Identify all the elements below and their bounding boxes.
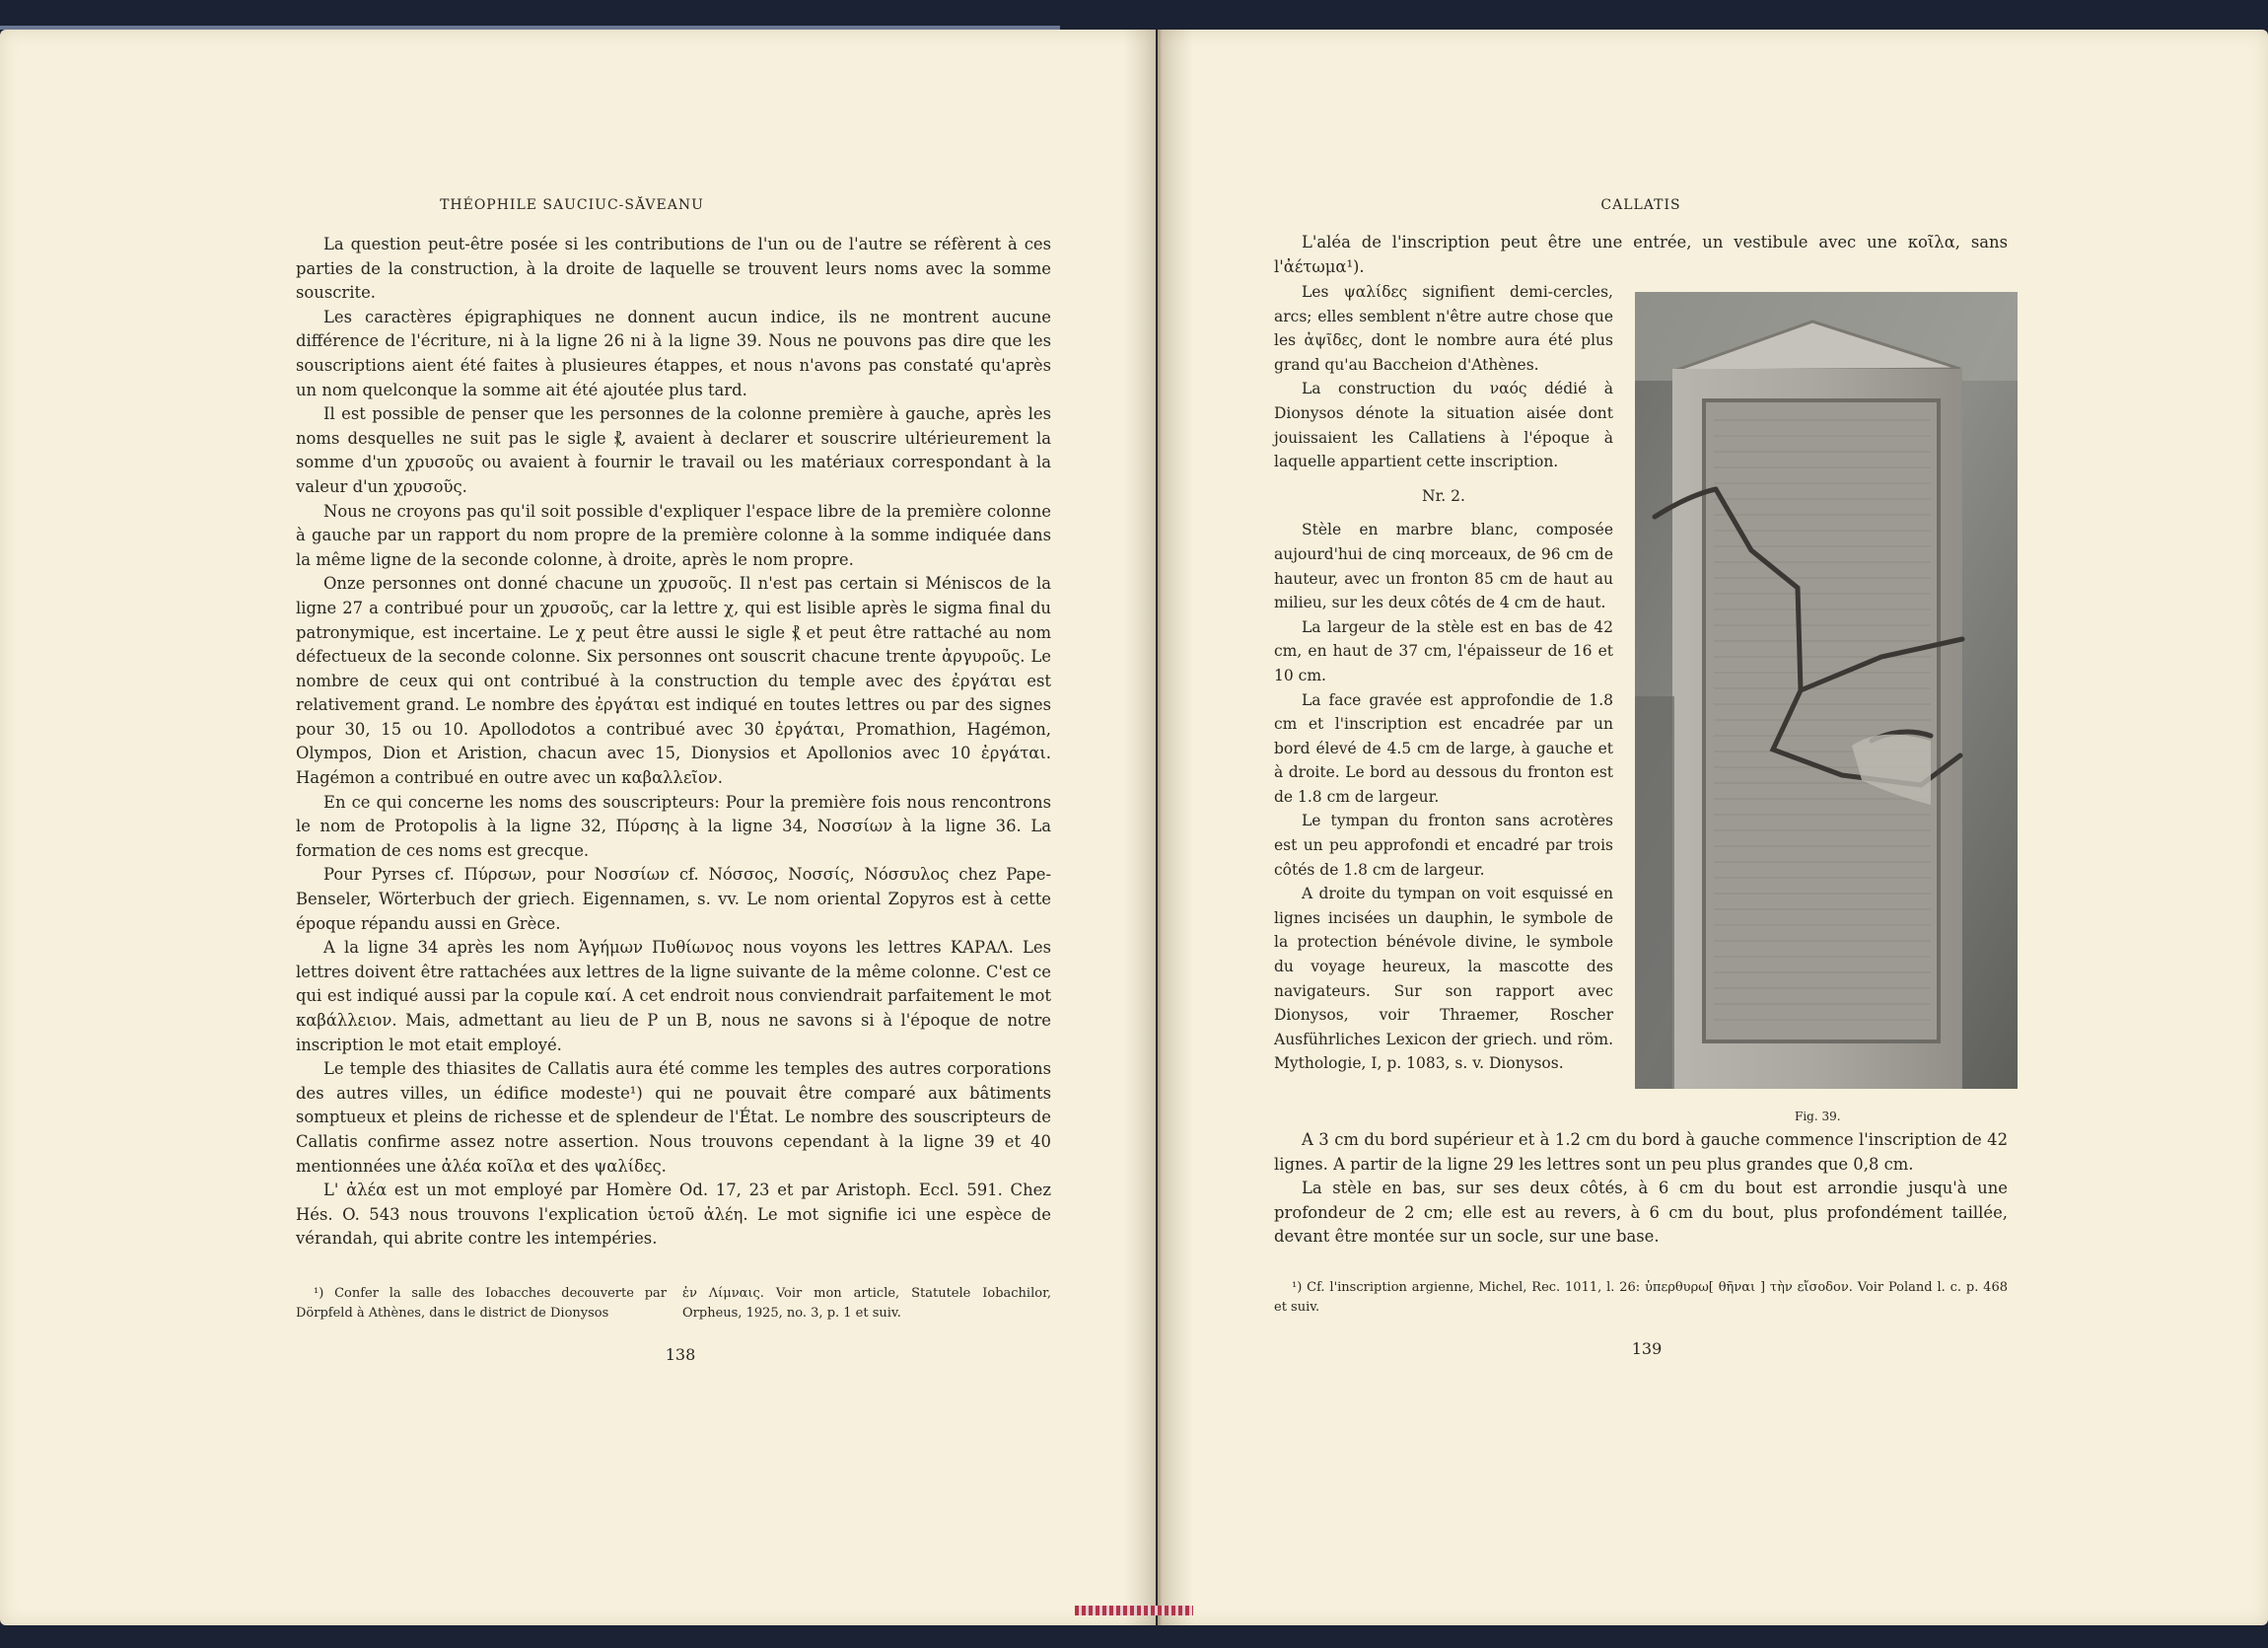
footnote: ¹) Confer la salle des Iobacches decouverte par Dörpfeld à Athènes, dans le district de Dionysos	[296, 1286, 667, 1321]
paragraph: Stèle en marbre blanc, composée aujourd'hui de cinq morceaux, de 96 cm de hauteur, avec un fronton 85 cm de haut au milieu, sur les deux côtés de 4 cm de haut.	[1274, 521, 1613, 612]
right-bottom-text	[1274, 1128, 2008, 1250]
section-subheading: Nr. 2.	[1422, 486, 1465, 505]
left-running-header: THÉOPHILE SAUCIUC-SĂVEANU	[440, 197, 704, 213]
figure-caption: Fig. 39.	[1795, 1110, 1841, 1123]
footnote: ¹) Cf. l'inscription argienne, Michel, Rec. 1011, l. 26: ὑπερθυρω[ θῆναι ] τὴν εἴσοδον. Voir Poland l. c. p. 468 et suiv.	[1274, 1280, 2008, 1315]
paragraph: Il est possible de penser que les personnes de la colonne première à gauche, après les noms desquelles ne suit pas le sigle ⳩, avaient à declarer et souscrire ultérieurement la somme d'un χρυσοῦς ou avaient à fournir le travail ou les matériaux correspondant à la valeur d'un χρυσοῦς.	[296, 404, 1051, 496]
book-gutter	[1124, 30, 1193, 1625]
stele-photograph	[1635, 292, 2018, 1089]
right-column-text	[1274, 280, 1613, 1076]
paragraph: La stèle en bas, sur ses deux côtés, à 6 cm du bout est arrondie jusqu'à une profondeur de 2 cm; elle est au revers, à 6 cm du bout, plus profondément taillée, devant être montée sur un socle, sur une base.	[1274, 1179, 2008, 1247]
left-footnote-col1	[296, 1284, 667, 1324]
right-running-header: CALLATIS	[1600, 197, 1681, 213]
paragraph: Les ψαλίδες signifient demi-cercles, arcs; elles semblent n'être autre chose que les ἀψῖδες, dont le nombre aura été plus grand qu'au Baccheion d'Athènes.	[1274, 283, 1613, 374]
paragraph: La question peut-être posée si les contributions de l'un ou de l'autre se réfèrent à ces parties de la construction, à la droite de laquelle se trouvent leurs noms avec la somme souscrite.	[296, 235, 1051, 303]
paragraph: A la ligne 34 après les nom Ἁγήμων Πυθίωνος nous voyons les lettres ΚΑΡΑΛ. Les lettres doivent être rattachées aux lettres de la ligne suivante de la même colonne. C'est ce qui est indiqué aussi par la copule καί. A cet endroit nous conviendrait parfaitement le mot καβάλλειον. Mais, admettant au lieu de P un B, nous ne savons si à l'époque de notre inscription le mot etait employé.	[296, 938, 1051, 1054]
paragraph: Le temple des thiasites de Callatis aura été comme les temples des autres corporations des autres villes, un édifice modeste¹) qui ne pouvait être comparé aux bâtiments somptueux et pleins de richesse et de splendeur de l'État. Le nombre des souscripteurs de Callatis confirme assez notre assertion. Nous trouvons cependant à la ligne 39 et 40 mentionnées une ἀλέα κοῖλα et des ψαλίδες.	[296, 1059, 1051, 1176]
footnote-continued: ἐν Λίμναις. Voir mon article, Statutele Iobachilor, Orpheus, 1925, no. 3, p. 1 et suiv.	[682, 1286, 1051, 1321]
right-footnote	[1274, 1278, 2008, 1318]
paragraph: A droite du tympan on voit esquissé en lignes incisées un dauphin, le symbole de la protection bénévole divine, le symbole du voyage heureux, la mascotte des navigateurs. Sur son rapport avec Dionysos, voir Thraemer, Roscher Ausführliches Lexicon der griech. und röm. Mythologie, I, p. 1083, s. v. Dionysos.	[1274, 885, 1613, 1073]
paragraph: En ce qui concerne les noms des souscripteurs: Pour la première fois nous rencontrons le nom de Protopolis à la ligne 32, Πύρσης à la ligne 34, Νοσσίων à la ligne 36. La formation de ces noms est grecque.	[296, 792, 1051, 860]
paragraph: Le tympan du fronton sans acrotères est un peu approfondi et encadré par trois côtés de 1.8 cm de largeur.	[1274, 812, 1613, 879]
paragraph: Les caractères épigraphiques ne donnent aucun indice, ils ne montrent aucune différence de l'écriture, ni à la ligne 26 ni à la ligne 39. Nous ne pouvons pas dire que les souscriptions aient été faites à plusieures étappes, et nous n'avons pas constaté qu'après un nom quelconque la somme ait été ajoutée plus tard.	[296, 307, 1051, 399]
left-body-text	[296, 233, 1051, 1252]
left-footnote-col2	[682, 1284, 1051, 1324]
paragraph: La construction du ναός dédié à Dionysos dénote la situation aisée dont jouissaient les Callatiens à l'époque à laquelle appartient cette inscription.	[1274, 380, 1613, 471]
bookmark-ribbon	[1075, 1606, 1193, 1615]
paragraph: A 3 cm du bord supérieur et à 1.2 cm du bord à gauche commence l'inscription de 42 lignes. A partir de la ligne 29 les lettres sont un peu plus grandes que 0,8 cm.	[1274, 1130, 2008, 1174]
paragraph: La largeur de la stèle est en bas de 42 cm, en haut de 37 cm, l'épaisseur de 16 et 10 cm.	[1274, 617, 1613, 684]
stele-illustration	[1635, 292, 2018, 1089]
paragraph: L'aléa de l'inscription peut être une entrée, un vestibule avec une κοῖλα, sans l'ἀέτωμα¹).	[1274, 233, 2008, 276]
paragraph: La face gravée est approfondie de 1.8 cm et l'inscription est encadrée par un bord élevé de 4.5 cm de large, à gauche et à droite. Le bord au dessous du fronton est de 1.8 cm de largeur.	[1274, 690, 1613, 806]
paragraph: Pour Pyrses cf. Πύρσων, pour Νοσσίων cf. Νόσσος, Νοσσίς, Νόσσυλος chez Pape-Benseler, Wörterbuch der griech. Eigennamen, s. vv. Le nom oriental Zopyros est à cette époque répandu aussi en Grèce.	[296, 865, 1052, 933]
right-top-text	[1274, 231, 2008, 279]
left-page-number: 138	[665, 1345, 696, 1364]
right-page-number: 139	[1631, 1339, 1663, 1358]
paragraph: Nous ne croyons pas qu'il soit possible d'expliquer l'espace libre de la première colonne à gauche par un rapport du nom propre de la première colonne à la somme indiquée dans la même ligne de la seconde colonne, à droite, après le nom propre.	[296, 501, 1051, 569]
paragraph: L' ἀλέα est un mot employé par Homère Od. 17, 23 et par Aristoph. Eccl. 591. Chez Hés. O. 543 nous trouvons l'explication ὑετοῦ ἀλέη. Le mot signifie ici une espèce de vérandah, qui abrite contre les intempéries.	[296, 1181, 1051, 1249]
paragraph: Onze personnes ont donné chacune un χρυσοῦς. Il n'est pas certain si Méniscos de la ligne 27 a contribué pour un χρυσοῦς, car la lettre χ, qui est lisible après le sigma final du patronymique, est incertaine. Le χ peut être aussi le sigle ⳩ et peut être rattaché au nom défectueux de la seconde colonne. Six personnes ont souscrit chacune trente ἀργυροῦς. Le nombre de ceux qui ont contribué à la construction du temple avec des ἐργάται est relativement grand. Le nombre des ἐργάται est indiqué en toutes lettres ou par des signes pour 30, 15 ou 10. Apollodotos a contribué avec 30 ἐργάται, Promathion, Hagémon, Olympos, Dion et Aristion, chacun avec 15, Dionysios et Apollonios avec 10 ἐργάται. Hagémon a contribué en outre avec un καβαλλεῖον.	[296, 574, 1051, 788]
